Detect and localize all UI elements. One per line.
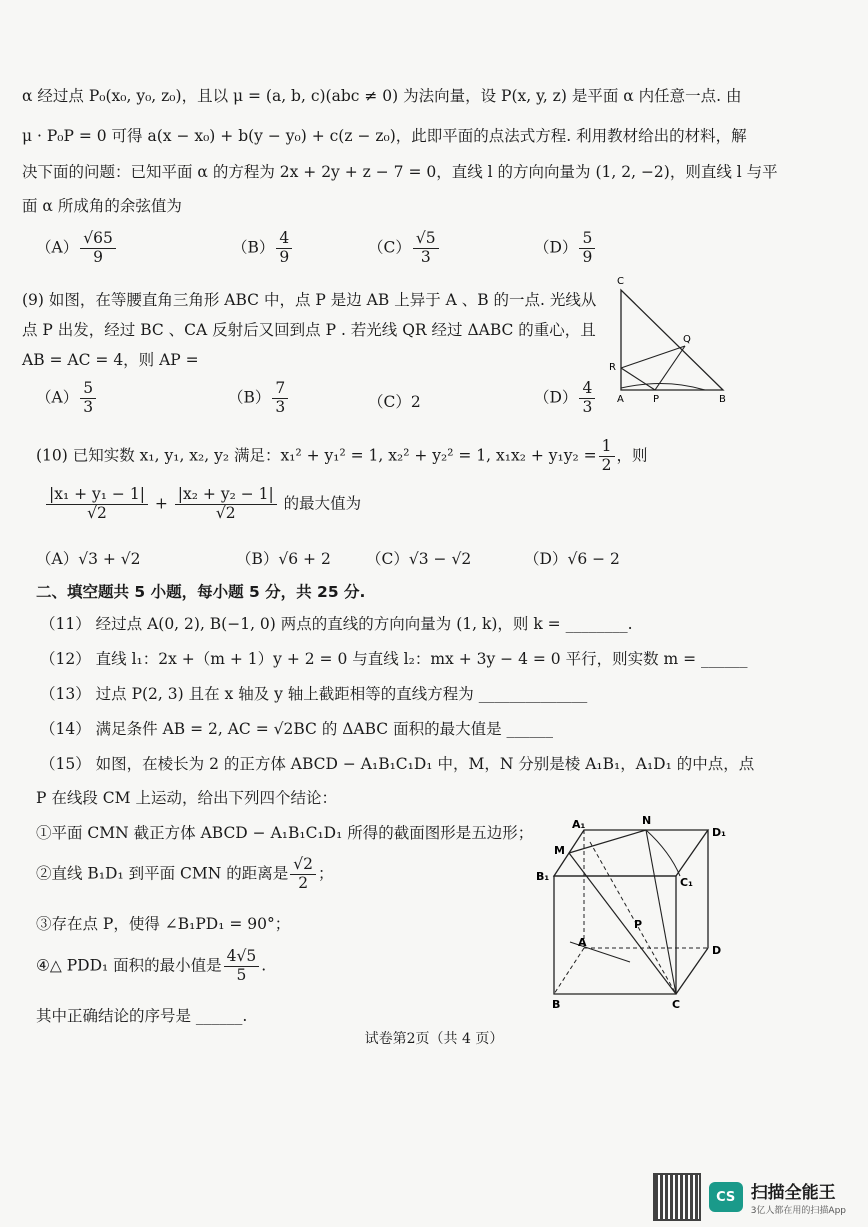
- q8-line4: 面 α 所成角的余弦值为: [22, 197, 182, 215]
- q8-line3: 决下面的问题：已知平面 α 的方程为 2x + 2y + z − 7 = 0，直线 l 的方向向量为 (1, 2, −2)，则直线 l 与平: [22, 163, 778, 181]
- q9-option-c: （C）2: [368, 393, 421, 411]
- q15-cube-figure: [530, 812, 740, 1012]
- q8-option-d: （D） $\frac{5}{9}$: [534, 230, 597, 267]
- brand-tagline: 3亿人都在用的扫描App: [750, 1206, 846, 1216]
- q10-option-b: （B）√6 + 2: [236, 550, 331, 568]
- q15-ask: 其中正确结论的序号是 ______.: [36, 1007, 248, 1025]
- q15-label-n: N: [642, 814, 652, 827]
- q15-label-p: P: [634, 918, 643, 931]
- q10-line1: (10) 已知实数 x₁, y₁, x₂, y₂ 满足：x₁² + y₁² = 1, x₂² + y₂² = 1, x₁x₂ + y₁y₂ = $\frac{1}{2}$ ，则: [36, 437, 648, 474]
- brand-name: 扫描全能王: [750, 1183, 836, 1203]
- q9-option-d: （D） $\frac{4}{3}$: [534, 380, 597, 417]
- q15-label-d: D: [712, 944, 722, 957]
- q8-option-c: （C） $\frac{√5}{3}$: [368, 230, 441, 267]
- q8-line1: α 经过点 P₀(x₀, y₀, z₀)，且以 μ = (a, b, c)(abc ≠ 0) 为法向量，设 P(x, y, z) 是平面 α 内任意一点. 由: [22, 87, 742, 105]
- q9-line3: AB = AC = 4，则 AP =: [22, 351, 199, 369]
- page-footer: 试卷第2页（共 4 页）: [364, 1031, 504, 1047]
- q13: （13） 过点 P(2, 3) 且在 x 轴及 y 轴上截距相等的直线方程为 ______________: [40, 685, 588, 703]
- scanner-watermark: [653, 1173, 846, 1221]
- q15-label-c1: C₁: [680, 876, 693, 889]
- q9-line2: 点 P 出发，经过 BC 、CA 反射后又回到点 P . 若光线 QR 经过 ΔABC 的重心，且: [22, 321, 596, 339]
- q9-option-a: （A） $\frac{5}{3}$: [36, 380, 98, 417]
- q15-line2: P 在线段 CM 上运动，给出下列四个结论：: [36, 789, 337, 807]
- q9-triangle-figure: [605, 270, 745, 410]
- q15-label-b1: B₁: [536, 870, 550, 883]
- q9-label-a: A: [617, 394, 624, 405]
- q8-option-b: （B） $\frac{4}{9}$: [232, 230, 294, 267]
- q15-label-a1: A₁: [572, 818, 586, 831]
- q15-label-c: C: [672, 998, 681, 1011]
- camscanner-logo: CS: [709, 1182, 743, 1212]
- q9-label-b: B: [719, 394, 726, 405]
- q15-line1: （15） 如图，在棱长为 2 的正方体 ABCD − A₁B₁C₁D₁ 中，M，N 分别是棱 A₁B₁，A₁D₁ 的中点，点: [40, 755, 755, 773]
- q15-statement-1: ①平面 CMN 截正方体 ABCD − A₁B₁C₁D₁ 所得的截面图形是五边形；: [36, 824, 534, 842]
- qr-code-icon: [653, 1173, 701, 1221]
- q15-label-m: M: [554, 844, 565, 857]
- q11: （11） 经过点 A(0, 2), B(−1, 0) 两点的直线的方向向量为 (1, k)，则 k = ________.: [40, 615, 633, 633]
- q14: （14） 满足条件 AB = 2, AC = √2BC 的 ΔABC 面积的最大值是 ______: [40, 720, 554, 738]
- q9-line1: (9) 如图，在等腰直角三角形 ABC 中，点 P 是边 AB 上异于 A 、B 的一点. 光线从: [22, 291, 597, 309]
- q15-label-b: B: [552, 998, 561, 1011]
- q9-option-b: （B） $\frac{7}{3}$: [228, 380, 290, 417]
- q15-statement-3: ③存在点 P，使得 ∠B₁PD₁ = 90°；: [36, 915, 291, 933]
- q15-label-a: A: [578, 936, 587, 949]
- q9-label-r: R: [609, 362, 616, 373]
- q9-label-c: C: [617, 276, 624, 287]
- q15-label-d1: D₁: [712, 826, 726, 839]
- q8-line2: μ · P₀P = 0 可得 a(x − x₀) + b(y − y₀) + c(z − z₀)，此即平面的点法式方程. 利用教材给出的材料，解: [22, 127, 747, 145]
- q10-option-c: （C）√3 − √2: [366, 550, 472, 568]
- q9-label-q: Q: [683, 334, 691, 345]
- q9-label-p: P: [653, 394, 660, 405]
- q10-expression: $\frac{\text{|x₁ + y₁ − 1|}}{√2}$ + $\frac{\text{|x₂ + y₂ − 1|}}{√2}$ 的最大值为: [44, 486, 361, 523]
- q10-option-a: （A）√3 + √2: [36, 550, 141, 568]
- section-fill-in-heading: 二、填空题共 5 小题，每小题 5 分，共 25 分.: [36, 583, 366, 601]
- q15-statement-4: ④△ PDD₁ 面积的最小值是 $\frac{4√5}{5}$ .: [36, 947, 267, 984]
- q8-option-a: （A） $\frac{√65}{9}$: [36, 230, 118, 267]
- q12: （12） 直线 l₁：2x +（m + 1）y + 2 = 0 与直线 l₂：mx + 3y − 4 = 0 平行，则实数 m = ______: [40, 650, 748, 668]
- q10-option-d: （D）√6 − 2: [524, 550, 620, 568]
- q15-statement-2: ②直线 B₁D₁ 到平面 CMN 的距离是 $\frac{√2}{2}$ ；: [36, 855, 334, 892]
